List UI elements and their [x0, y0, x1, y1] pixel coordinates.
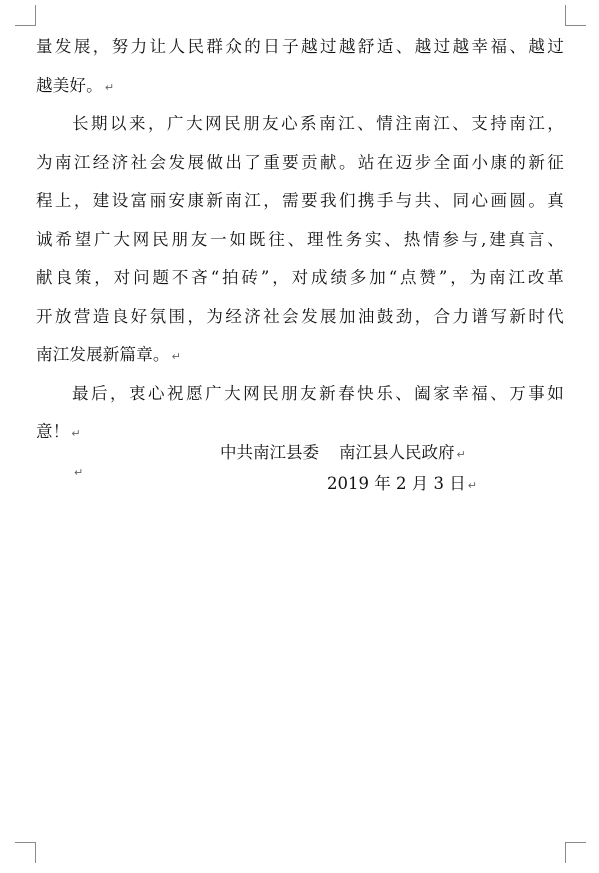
crop-mark-top-left — [15, 5, 36, 26]
text-line: 献良策，对问题不吝“拍砖”，对成绩多加“点赞”，为南江改革 — [36, 268, 564, 287]
document-body[interactable] — [36, 28, 564, 490]
text-line: 南江发展新篇章。 ↵ — [36, 345, 182, 364]
text-line: 长期以来，广大网民朋友心系南江、情注南江、支持南江， — [72, 114, 564, 133]
text-line: 越美好。 ↵ — [36, 75, 115, 95]
text-line: 程上，建设富丽安康新南江，需要我们携手与共、同心画圆。真 — [36, 191, 564, 210]
text-line: 量发展，努力让人民群众的日子越过越舒适、越过越幸福、越过 — [36, 37, 564, 56]
crop-mark-top-right — [565, 5, 586, 26]
paragraph-mark: ↵ — [71, 427, 81, 440]
text-line: 最后，衷心祝愿广大网民朋友新春快乐、阖家幸福、万事如 — [72, 383, 564, 403]
signature-county-government: 南江县人民政府 — [339, 443, 455, 462]
paragraph-mark: ↵ — [456, 448, 466, 461]
text-line: 为南江经济社会发展做出了重要贡献。站在迈步全面小康的新征 — [36, 152, 564, 172]
crop-mark-bottom-right — [565, 842, 586, 863]
date-line — [327, 465, 477, 506]
text-line: 意！ ↵ — [36, 422, 81, 441]
paragraph-mark: ↵ — [171, 350, 182, 363]
paragraph-mark: ↵ — [467, 479, 477, 492]
signature-party-committee: 中共南江县委 — [220, 443, 319, 462]
text-line: 诚希望广大网民朋友一如既往、理性务实、热情参与,建真言、 — [36, 229, 564, 249]
crop-mark-bottom-left — [15, 842, 36, 863]
paragraph-mark: ↵ — [74, 465, 84, 479]
document-date: 2019 年 2 月 3 日 — [327, 474, 466, 493]
paragraph-mark: ↵ — [104, 80, 115, 94]
text-line: 开放营造良好氛围，为经济社会发展加油鼓劲，合力谱写新时代 — [36, 306, 564, 326]
